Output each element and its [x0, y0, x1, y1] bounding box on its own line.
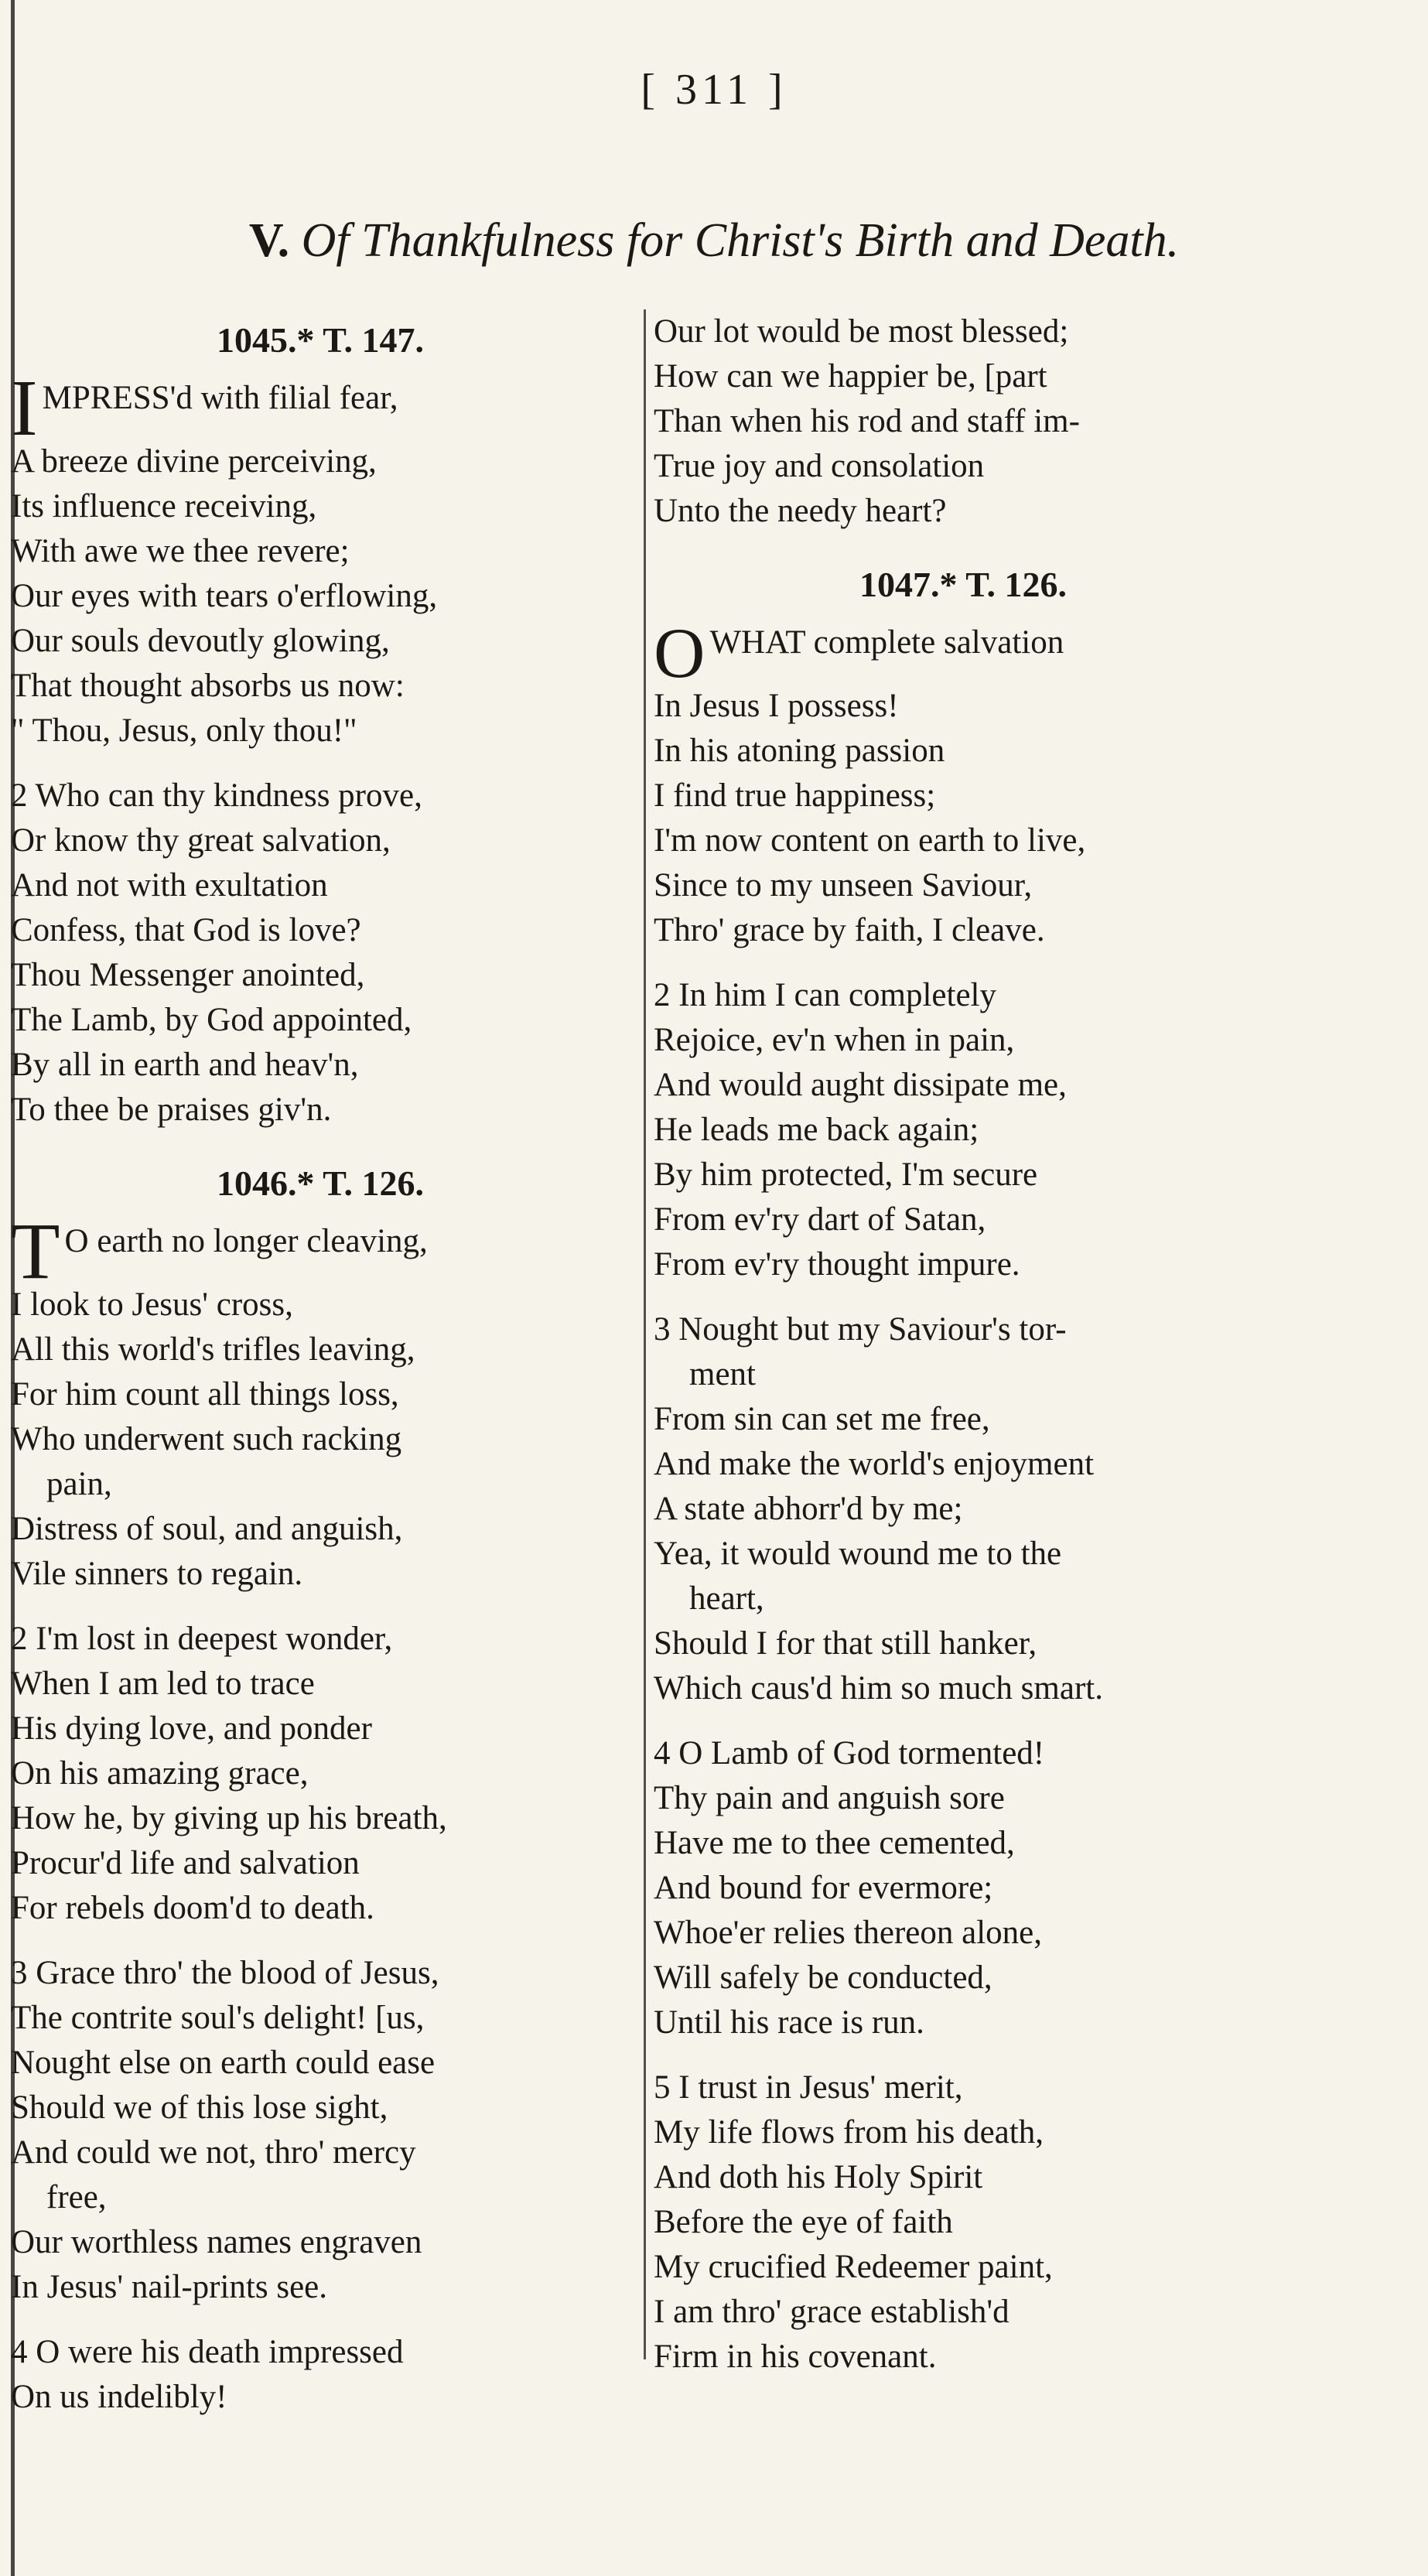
hymn-line: He leads me back again;: [654, 1112, 979, 1148]
hymn-1046-dropcap: T: [11, 1207, 60, 1296]
hymn-line: In Jesus I possess!: [654, 688, 899, 724]
hymn-line: How he, by giving up his breath,: [11, 1800, 447, 1836]
hymn-line: True joy and consolation: [654, 448, 985, 484]
hymn-line: Will safely be conducted,: [654, 1959, 992, 1996]
hymn-line: Nought else on earth could ease: [11, 2045, 436, 2081]
hymn-line: His dying love, and ponder: [11, 1710, 372, 1747]
hymn-line: Firm in his covenant.: [654, 2339, 937, 2375]
hymn-line: To thee be praises giv'n.: [11, 1092, 332, 1128]
hymn-line: Our souls devoutly glowing,: [11, 623, 390, 659]
hymn-line: Procur'd life and salvation: [11, 1845, 360, 1881]
hymn-line: With awe we thee revere;: [11, 533, 350, 569]
hymn-line: Confess, that God is love?: [11, 912, 361, 948]
hymn-line: Our eyes with tears o'erflowing,: [11, 578, 438, 614]
hymn-line: And doth his Holy Spirit: [654, 2159, 983, 2195]
hymn-line: 4 O Lamb of God tormented!: [654, 1735, 1045, 1771]
hymn-line: I look to Jesus' cross,: [11, 1286, 293, 1323]
hymn-line: Which caus'd him so much smart.: [654, 1670, 1103, 1707]
hymn-1047-stanza-5: [654, 2065, 1273, 2380]
hymn-1046-stanza-3: [11, 1951, 630, 2310]
hymn-line: 3 Nought but my Saviour's tor-: [654, 1311, 1067, 1348]
hymn-1047-stanza-4: [654, 1731, 1273, 2045]
hymn-line: By all in earth and heav'n,: [11, 1047, 359, 1083]
hymn-line: Until his race is run.: [654, 2004, 924, 2041]
hymn-line: From ev'ry dart of Satan,: [654, 1201, 986, 1238]
hymn-line: And make the world's enjoyment: [654, 1446, 1095, 1482]
hymn-line: Should I for that still hanker,: [654, 1625, 1037, 1662]
hymn-line: And not with exultation: [11, 867, 328, 904]
hymn-1045-dropcap: I: [11, 364, 38, 453]
right-column: [654, 309, 1273, 2400]
hymn-line: By him protected, I'm secure: [654, 1156, 1038, 1193]
hymn-1046-stanza-4: [11, 2330, 630, 2420]
hymn-line: Before the eye of faith: [654, 2204, 953, 2240]
page-number: [ 311 ]: [641, 66, 787, 114]
hymn-1045-heading: 1045.* T. 147.: [217, 320, 424, 360]
hymn-line: For rebels doom'd to death.: [11, 1890, 374, 1926]
hymn-1046-stanza-4-continued: [654, 309, 1273, 534]
hymn-1047-stanza-1: [654, 613, 1273, 953]
hymn-line: free,: [46, 2179, 107, 2216]
hymn-line: On his amazing grace,: [11, 1755, 309, 1792]
hymn-line: On us indelibly!: [11, 2379, 227, 2415]
hymn-line: I find true happiness;: [654, 777, 936, 814]
hymn-line: 2 Who can thy kindness prove,: [11, 777, 422, 814]
hymn-line: Whoe'er relies thereon alone,: [654, 1915, 1042, 1951]
hymn-line: pain,: [46, 1466, 112, 1502]
hymn-1046-stanza-1: [11, 1207, 630, 1597]
hymn-line: heart,: [689, 1580, 764, 1617]
hymn-line: Thy pain and anguish sore: [654, 1780, 1005, 1816]
hymn-line: And could we not, thro' mercy: [11, 2134, 416, 2171]
hymn-line: MPRESS'd with filial fear,: [42, 380, 398, 416]
hymn-line: For him count all things loss,: [11, 1376, 399, 1413]
hymn-line: My life flows from his death,: [654, 2114, 1044, 2151]
hymn-1046-stanza-2: [11, 1617, 630, 1931]
hymn-line: Since to my unseen Saviour,: [654, 867, 1033, 904]
hymn-line: Thou Messenger anointed,: [11, 957, 365, 993]
hymn-line: A breeze divine perceiving,: [11, 443, 377, 480]
hymn-line: Its influence receiving,: [11, 488, 317, 524]
hymn-line: From ev'ry thought impure.: [654, 1246, 1020, 1283]
hymn-1045-stanza-1: [11, 364, 630, 753]
hymn-line: That thought absorbs us now:: [11, 668, 405, 704]
hymn-line: Or know thy great salvation,: [11, 822, 391, 859]
hymn-line: Yea, it would wound me to the: [654, 1536, 1062, 1572]
hymn-line: ment: [689, 1356, 756, 1392]
hymn-line: O earth no longer cleaving,: [64, 1223, 428, 1259]
hymn-1047-stanza-2: [654, 973, 1273, 1287]
hymn-line: Distress of soul, and anguish,: [11, 1511, 403, 1547]
hymn-line: Unto the needy heart?: [654, 493, 947, 529]
hymn-line: The Lamb, by God appointed,: [11, 1002, 412, 1038]
hymn-1047-stanza-3: [654, 1307, 1273, 1711]
hymn-line: 5 I trust in Jesus' merit,: [654, 2069, 963, 2106]
hymn-line: WHAT complete salvation: [709, 624, 1064, 661]
hymn-line: From sin can set me free,: [654, 1401, 990, 1437]
hymn-line: Than when his rod and staff im-: [654, 403, 1080, 439]
hymn-line: A state abhorr'd by me;: [654, 1491, 963, 1527]
section-numeral: V.: [248, 214, 290, 267]
hymn-line: When I am led to trace: [11, 1666, 315, 1702]
hymn-line: 3 Grace thro' the blood of Jesus,: [11, 1955, 439, 1991]
section-title-text: Of Thankfulness for Christ's Birth and Death.: [301, 214, 1180, 267]
hymn-line: Who underwent such racking: [11, 1421, 402, 1457]
hymn-1045-stanza-2: [11, 774, 630, 1133]
hymn-line: Our lot would be most blessed;: [654, 313, 1069, 350]
hymn-line: In his atoning passion: [654, 733, 945, 769]
hymn-line: Vile sinners to regain.: [11, 1556, 303, 1592]
hymn-line: Have me to thee cemented,: [654, 1825, 1015, 1861]
hymn-line: And would aught dissipate me,: [654, 1067, 1067, 1103]
hymn-line: Should we of this lose sight,: [11, 2089, 388, 2126]
hymn-line: I'm now content on earth to live,: [654, 822, 1086, 859]
hymn-line: All this world's trifles leaving,: [11, 1331, 415, 1368]
hymn-line: Thro' grace by faith, I cleave.: [654, 912, 1045, 948]
hymn-line: My crucified Redeemer paint,: [654, 2249, 1053, 2285]
hymn-line: In Jesus' nail-prints see.: [11, 2269, 328, 2305]
hymn-line: 4 O were his death impressed: [11, 2334, 404, 2370]
hymn-line: The contrite soul's delight! [us,: [11, 2000, 425, 2036]
column-divider: [644, 309, 646, 2359]
hymn-line: " Thou, Jesus, only thou!": [11, 712, 357, 749]
hymn-line: How can we happier be, [part: [654, 358, 1047, 395]
hymn-line: And bound for evermore;: [654, 1870, 993, 1906]
hymn-line: Our worthless names engraven: [11, 2224, 422, 2260]
hymn-line: 2 I'm lost in deepest wonder,: [11, 1621, 393, 1657]
hymn-line: I am thro' grace establish'd: [654, 2294, 1010, 2330]
hymn-line: Rejoice, ev'n when in pain,: [654, 1022, 1015, 1058]
section-title: [0, 214, 1428, 268]
left-column: [11, 309, 630, 2440]
hymn-1047-heading: 1047.* T. 126.: [859, 565, 1067, 604]
hymn-1047-dropcap: O: [654, 613, 705, 692]
hymn-1046-heading: 1046.* T. 126.: [217, 1163, 424, 1203]
hymn-line: 2 In him I can completely: [654, 977, 996, 1013]
